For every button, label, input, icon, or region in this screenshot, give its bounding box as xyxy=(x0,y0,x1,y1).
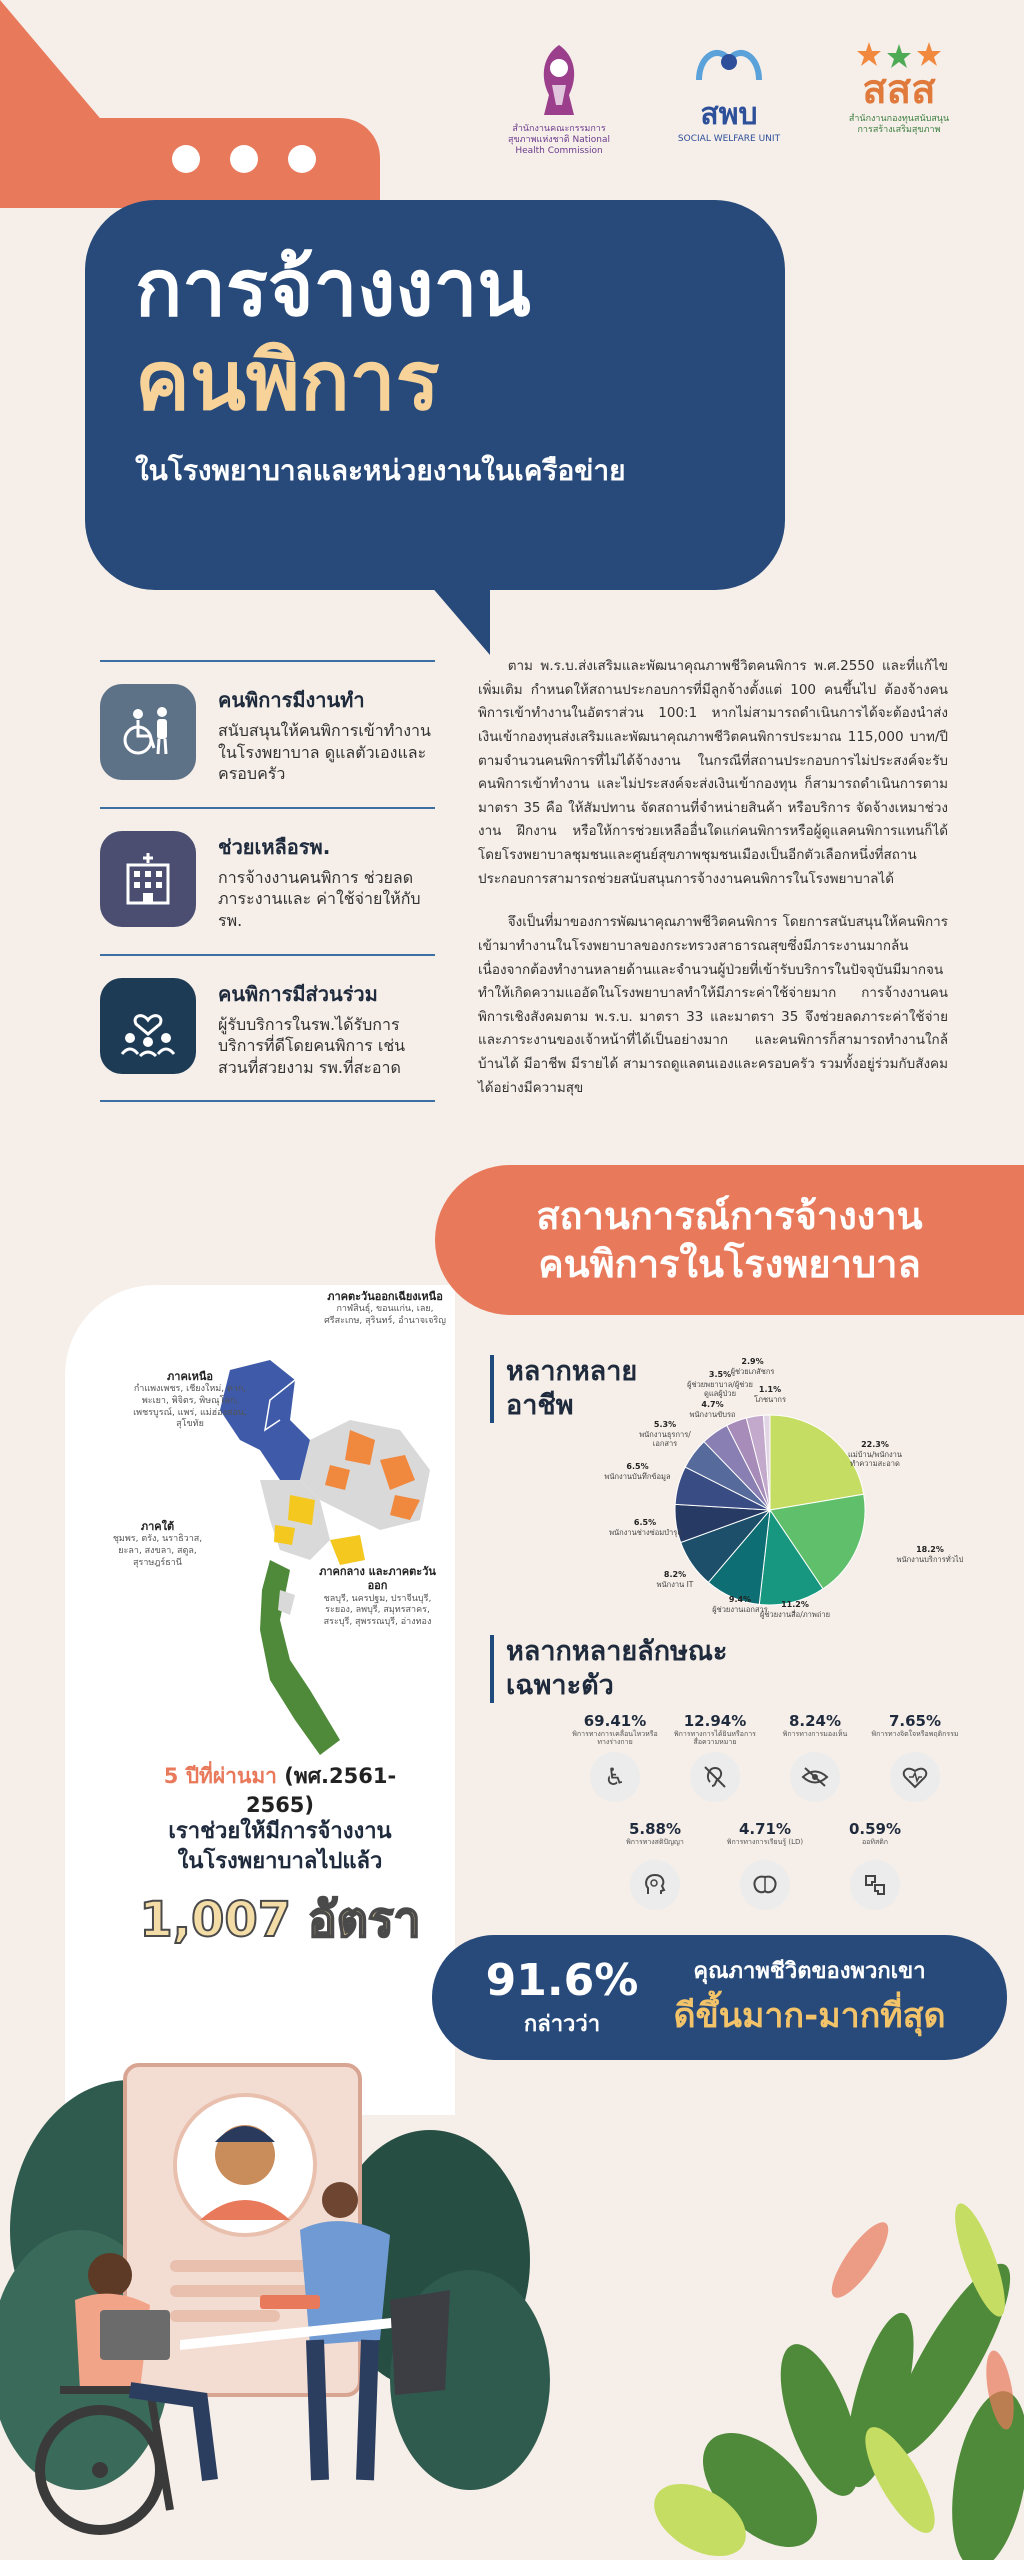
blind-icon xyxy=(790,1752,840,1802)
traits-grid xyxy=(570,1712,960,1928)
benefits-list xyxy=(100,660,435,1102)
pie-label: 22.3% แม่บ้าน/พนักงานทำความสะอาด xyxy=(847,1440,903,1468)
trait-item: 8.24% พิการทางการมองเห็น xyxy=(770,1712,860,1802)
intellectual-icon xyxy=(630,1860,680,1910)
title-bubble xyxy=(85,200,785,590)
trait-item: 69.41% พิการทางการเคลื่อนไหวหรือทางร่างกาย ♿ xyxy=(570,1712,660,1802)
decor-dot xyxy=(230,145,258,173)
trait-item: 7.65% พิการทางจิตใจหรือพฤติกรรม xyxy=(870,1712,960,1802)
intro-text xyxy=(478,655,948,1120)
situation-banner: สถานการณ์การจ้างงาน คนพิการในโรงพยาบาล xyxy=(435,1165,1024,1315)
decor-corner xyxy=(0,0,110,130)
intro-paragraph-1: ตาม พ.ร.บ.ส่งเสริมและพัฒนาคุณภาพชีวิตคนพิการ พ.ศ.2550 และที่แก้ไขเพิ่มเติม กำหนดให้สถานประกอบการที่มีลูกจ้างตั้งแต่ 100 คนขึ้นไป ต้องจ้างคนพิการเข้าทำงานในอัตราส่วน 100:1 หากไม่สามารถดำเนินการได้จะต้องนำส่งเงินเข้ากองทุนส่งเสริมและพัฒนาคุณภาพชีวิตคนพิการประมาณ 115,000 บาท/ปี ตามจำนวนคนพิการที่ไม่ได้จ้างงาน ในกรณีที่สถานประกอบการไม่ประสงค์จะรับคนพิการเข้าทำงาน และไม่ประสงค์จะส่งเงินเข้ากองทุน ก็สามารถดำเนินการตาม มาตรา 35 คือ ให้สัมปทาน จัดสถานที่จำหน่ายสินค้า หรือบริการ จัดจ้างเหมาช่วงงาน ฝึกงาน หรือให้การช่วยเหลืออื่นใดแก่คนพิการหรือผู้ดูแลคนพิการแทนก็ได้โดยโรงพยาบาลชุมชนและศูนย์สุขภาพชุมชนเมืองเป็นอีกตัวเลือกหนึ่งที่สถานประกอบการสามารถช่วยสนับสนุนการจ้างงานคนพิการในโรงพยาบาลได้ xyxy=(478,658,948,887)
thaihealth-logo: สสส สำนักงานกองทุนสนับสนุน การสร้างเสริมสุขภาพ xyxy=(844,40,954,136)
wheelchair-icon: ♿ xyxy=(590,1752,640,1802)
intro-paragraph-2: จึงเป็นที่มาของการพัฒนาคุณภาพชีวิตคนพิการ โดยการสนับสนุนให้คนพิการเข้ามาทำงานในโรงพยาบาลของกระทรวงสาธารณสุขซึ่งมีภาระงานมากล้นเนื่องจากต้องทำงานหลายด้านและจำนวนผู้ป่วยที่เข้ารับบริการในปัจจุบันมีมากจนทำให้เกิดความแออัดในโรงพยาบาลทำให้มีภาระค่าใช้จ่ายมาก การจ้างงานคนพิการเชิงสังคมตาม พ.ร.บ. มาตรา 33 และมาตรา 35 จึงช่วยลดภาระค่าใช้จ่ายและภาระงานของเจ้าหน้าที่ได้เป็นอย่างมาก และคนพิการก็สามารถทำงานใกล้บ้านได้ มีอาชีพ มีรายได้ สามารถดูแลตนเองและครอบครัว รวมทั้งอยู่ร่วมกับสังคมได้อย่างมีความสุข xyxy=(478,914,948,1096)
bubble-tail xyxy=(430,585,490,655)
region-label-south: ภาคใต้ ชุมพร, ตรัง, นราธิวาส, ยะลา, สงขลา, สตูล, สุราษฎร์ธานี xyxy=(112,1520,203,1568)
decor-dot xyxy=(172,145,200,173)
nhc-emblem-icon xyxy=(524,40,594,120)
trait-item: 5.88% พิการทางสติปัญญา xyxy=(610,1820,700,1910)
trait-item: 12.94% พิการทางการได้ยินหรือการสื่อความหมาย xyxy=(670,1712,760,1802)
pie-label: 5.3% พนักงานธุรการ/เอกสาร xyxy=(639,1420,691,1448)
pie-label: 2.9% ผู้ช่วยเภสัชกร xyxy=(730,1357,775,1376)
autism-icon xyxy=(850,1860,900,1910)
decor-dot xyxy=(288,145,316,173)
pie-label: 8.2% พนักงาน IT xyxy=(656,1570,694,1589)
pie-label: 11.2% ผู้ช่วยงานสื่อ/ภาพถ่าย xyxy=(760,1600,830,1619)
hire-count: 1,007 อัตรา xyxy=(139,1892,421,1949)
logo-bar xyxy=(504,40,954,156)
disabled-worker-icon xyxy=(100,684,196,780)
community-heart-icon xyxy=(100,978,196,1074)
title-line-2: คนพิการ xyxy=(135,333,440,429)
occupations-heading: หลากหลาย อาชีพ xyxy=(490,1355,637,1423)
quality-percent: 91.6% xyxy=(485,1954,639,2006)
hospital-icon xyxy=(100,831,196,927)
traits-heading: หลากหลายลักษณะ เฉพาะตัว xyxy=(490,1635,727,1703)
benefit-item: ช่วยเหลือรพ. การจ้างงานคนพิการ ช่วยลดภาระงานและ ค่าใช้จ่ายให้กับรพ. xyxy=(100,807,435,954)
trait-item: 4.71% พิการทางการเรียนรู้ (LD) xyxy=(720,1820,810,1910)
title-line-1: การจ้างงาน xyxy=(135,244,531,334)
benefit-item: คนพิการมีส่วนร่วม ผู้รับบริการในรพ.ได้รับการบริการที่ดีโดยคนพิการ เช่น สวนที่สวยงาม รพ.ที่สะอาด xyxy=(100,954,435,1103)
pie-label: 18.2% พนักงานบริการทั่วไป xyxy=(896,1545,964,1564)
learning-icon xyxy=(740,1860,790,1910)
region-label-central: ภาคกลาง และภาคตะวันออก ชลบุรี, นครปฐม, ปราจีนบุรี, ระยอง, ลพบุรี, สมุทรสาคร, สระบุรี, สุพรรณบุรี, อ่างทอง xyxy=(319,1565,436,1627)
region-label-north: ภาคเหนือ กำแพงเพชร, เชียงใหม่, ตาก, พะเยา, พิจิตร, พิษณุโลก, เพชรบูรณ์, แพร่, แม่ฮ่องสอน, สุโขทัย xyxy=(133,1370,247,1430)
pie-label: 1.1% โภชนากร xyxy=(754,1385,786,1404)
workplace-illustration xyxy=(0,2060,1024,2560)
stars-icon xyxy=(854,40,944,70)
pie-label: 6.5% พนักงานช่างซ่อมบำรุง xyxy=(609,1518,681,1537)
pie-label: 9.4% ผู้ช่วยงานเอกสาร xyxy=(712,1595,768,1614)
five-year-stat: 5 ปีที่ผ่านมา (พศ.2561-2565) เราช่วยให้มีการจ้างงาน ในโรงพยาบาลไปแล้ว 1,007 อัตรา xyxy=(130,1760,430,1958)
quality-banner: 91.6% กล่าวว่า คุณภาพชีวิตของพวกเขา ดีขึ้นมาก-มากที่สุด xyxy=(432,1935,1007,2060)
pie-label: 3.5% ผู้ช่วยพยาบาล/ผู้ช่วยดูแลผู้ป่วย xyxy=(687,1370,753,1398)
pie-label: 4.7% พนักงานขับรถ xyxy=(689,1400,736,1419)
trait-item: 0.59% ออทิสติก xyxy=(830,1820,920,1910)
subtitle: ในโรงพยาบาลและหน่วยงานในเครือข่าย xyxy=(135,453,626,487)
mental-health-icon xyxy=(890,1752,940,1802)
deaf-icon xyxy=(690,1752,740,1802)
hands-emblem-icon xyxy=(689,40,769,100)
region-label-northeast: ภาคตะวันออกเฉียงเหนือ กาฬสินธุ์, ขอนแก่น, เลย, ศรีสะเกษ, สุรินทร์, อำนาจเจริญ xyxy=(324,1290,446,1326)
national-health-commission-logo: สำนักงานคณะกรรมการสุขภาพแห่งชาติ National Health Commission xyxy=(504,40,614,156)
swu-logo: สพบ SOCIAL WELFARE UNIT xyxy=(674,40,784,145)
benefit-item: คนพิการมีงานทำ สนับสนุนให้คนพิการเข้าทำงานในโรงพยาบาล ดูแลตัวเองและครอบครัว xyxy=(100,660,435,807)
pie-label: 6.5% พนักงานบันทึกข้อมูล xyxy=(604,1462,671,1481)
